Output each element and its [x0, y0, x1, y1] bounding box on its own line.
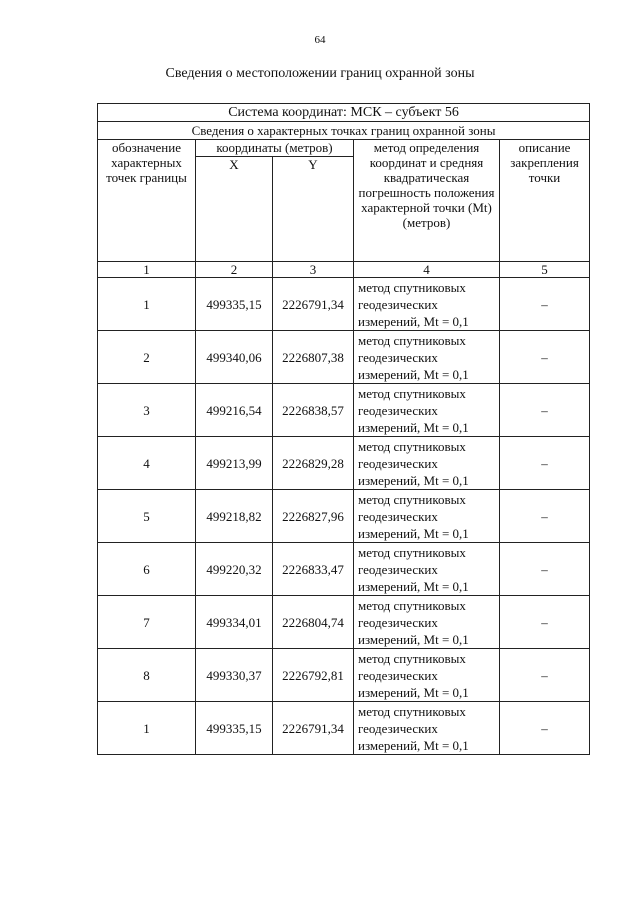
- method-cell: метод спутниковых геодезических измерений, Mt = 0,1: [354, 596, 500, 649]
- x-cell: 499335,15: [196, 702, 273, 755]
- point-cell: 1: [98, 278, 196, 331]
- point-cell: 6: [98, 543, 196, 596]
- method-cell: метод спутниковых геодезических измерений, Mt = 0,1: [354, 384, 500, 437]
- x-cell: 499334,01: [196, 596, 273, 649]
- y-cell: 2226792,81: [273, 649, 354, 702]
- header-method: метод определения координат и средняя квадратическая погрешность положения характерной точки (Mt) (метров): [354, 140, 500, 262]
- method-cell: метод спутниковых геодезических измерений, Mt = 0,1: [354, 543, 500, 596]
- desc-cell: –: [500, 543, 590, 596]
- page-number: 64: [314, 34, 326, 46]
- table-row: [98, 437, 590, 490]
- method-cell: метод спутниковых геодезических измерений, Mt = 0,1: [354, 649, 500, 702]
- desc-cell: –: [500, 278, 590, 331]
- header-x: X: [196, 157, 273, 262]
- y-cell: 2226829,28: [273, 437, 354, 490]
- method-cell: метод спутниковых геодезических измерений, Mt = 0,1: [354, 702, 500, 755]
- point-cell: 4: [98, 437, 196, 490]
- point-cell: 5: [98, 490, 196, 543]
- x-cell: 499220,32: [196, 543, 273, 596]
- x-cell: 499335,15: [196, 278, 273, 331]
- desc-cell: –: [500, 649, 590, 702]
- y-cell: 2226791,34: [273, 278, 354, 331]
- table-row: [98, 649, 590, 702]
- desc-cell: –: [500, 384, 590, 437]
- desc-cell: –: [500, 331, 590, 384]
- y-cell: 2226791,34: [273, 702, 354, 755]
- point-cell: 8: [98, 649, 196, 702]
- coordinate-system: Система координат: МСК – субъект 56: [98, 104, 590, 122]
- boundary-points-table: [97, 103, 590, 755]
- header-y: Y: [273, 157, 354, 262]
- x-cell: 499340,06: [196, 331, 273, 384]
- desc-cell: –: [500, 702, 590, 755]
- x-cell: 499213,99: [196, 437, 273, 490]
- header-desc: описание закрепления точки: [500, 140, 590, 262]
- table-row: [98, 278, 590, 331]
- header-point: обозначение характерных точек границы: [98, 140, 196, 262]
- col-number: 2: [196, 262, 273, 278]
- x-cell: 499216,54: [196, 384, 273, 437]
- col-number: 4: [354, 262, 500, 278]
- method-cell: метод спутниковых геодезических измерений, Mt = 0,1: [354, 437, 500, 490]
- method-cell: метод спутниковых геодезических измерений, Mt = 0,1: [354, 490, 500, 543]
- x-cell: 499330,37: [196, 649, 273, 702]
- desc-cell: –: [500, 437, 590, 490]
- table-row: [98, 490, 590, 543]
- point-cell: 1: [98, 702, 196, 755]
- point-cell: 3: [98, 384, 196, 437]
- method-cell: метод спутниковых геодезических измерений, Mt = 0,1: [354, 331, 500, 384]
- point-cell: 7: [98, 596, 196, 649]
- table-subtitle: Сведения о характерных точках границ охранной зоны: [98, 122, 590, 140]
- col-number: 1: [98, 262, 196, 278]
- desc-cell: –: [500, 490, 590, 543]
- y-cell: 2226833,47: [273, 543, 354, 596]
- y-cell: 2226804,74: [273, 596, 354, 649]
- y-cell: 2226827,96: [273, 490, 354, 543]
- col-number: 3: [273, 262, 354, 278]
- x-cell: 499218,82: [196, 490, 273, 543]
- method-cell: метод спутниковых геодезических измерений, Mt = 0,1: [354, 278, 500, 331]
- table-row: [98, 702, 590, 755]
- document-title: Сведения о местоположении границ охранной зоны: [165, 66, 475, 81]
- table-row: [98, 384, 590, 437]
- table-row: [98, 331, 590, 384]
- header-coords: координаты (метров): [196, 140, 354, 157]
- y-cell: 2226807,38: [273, 331, 354, 384]
- y-cell: 2226838,57: [273, 384, 354, 437]
- table-row: [98, 596, 590, 649]
- desc-cell: –: [500, 596, 590, 649]
- point-cell: 2: [98, 331, 196, 384]
- table-row: [98, 543, 590, 596]
- col-number: 5: [500, 262, 590, 278]
